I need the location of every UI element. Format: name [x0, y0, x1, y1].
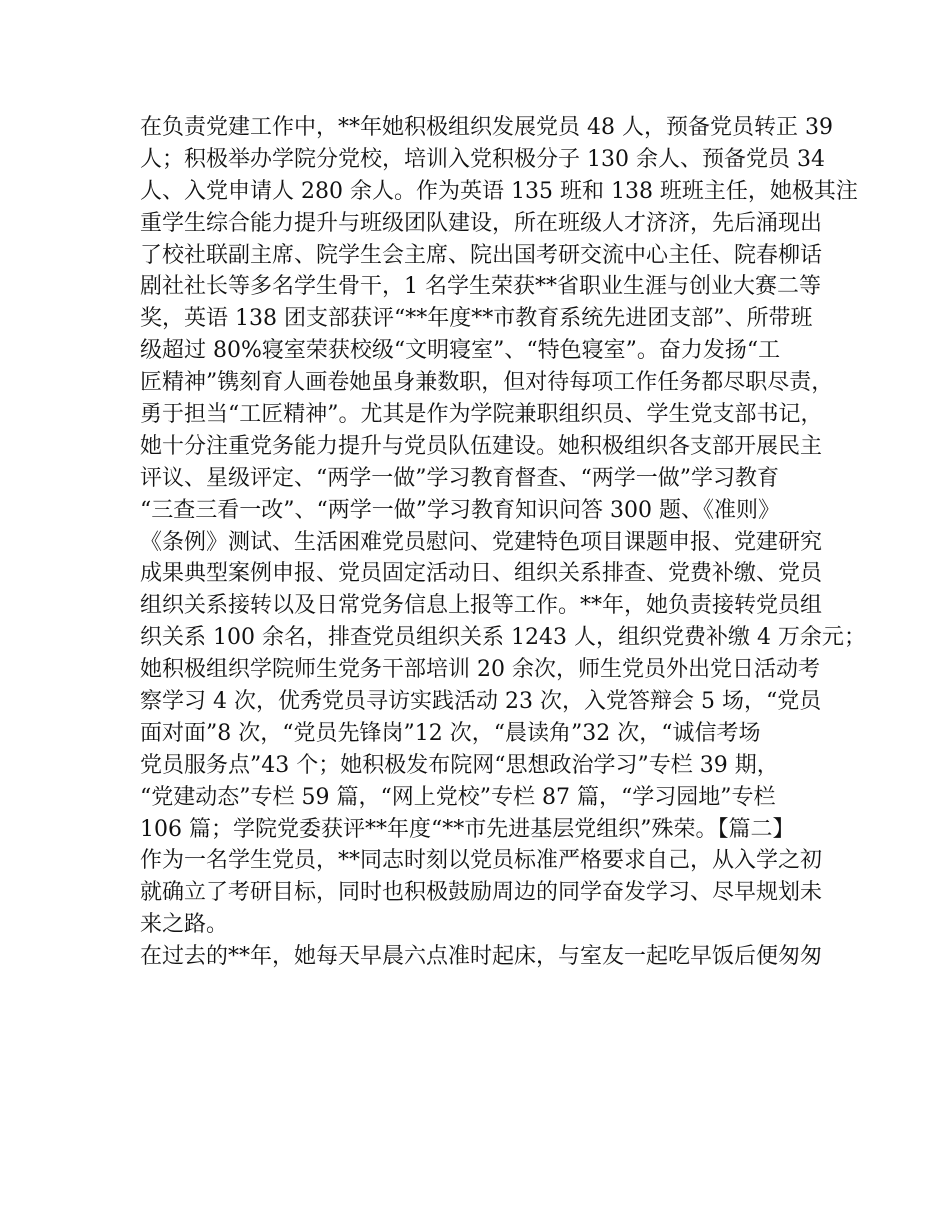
- document-body: [140, 112, 866, 973]
- text-line: 就确立了考研目标，同时也积极鼓励周边的同学奋发学习、尽早规划未: [140, 880, 823, 906]
- text-line: 作为一名学生党员，**同志时刻以党员标准严格要求自己，从入学之初: [140, 848, 823, 874]
- text-line: “党建动态”专栏 59 篇，“网上党校”专栏 87 篇，“学习园地”专栏: [140, 784, 776, 810]
- text-line: 奖，英语 138 团支部获评“**年度**市教育系统先进团支部”、所带班: [140, 306, 813, 332]
- text-line: 来之路。: [140, 912, 229, 938]
- text-line: 她积极组织学院师生党务干部培训 20 余次，师生党员外出党日活动考: [140, 657, 820, 683]
- text-line: 成果典型案例申报、党员固定活动日、组织关系排查、党费补缴、党员: [140, 561, 823, 587]
- text-line: 她十分注重党务能力提升与党员队伍建设。她积极组织各支部开展民主: [140, 433, 823, 459]
- text-line: 察学习 4 次，优秀党员寻访实践活动 23 次，入党答辩会 5 场，“党员: [140, 689, 822, 715]
- text-line: “三查三看一改”、“两学一做”学习教育知识问答 300 题、《准则》: [140, 497, 780, 523]
- text-line: 《条例》测试、生活困难党员慰问、党建特色项目课题申报、党建研究: [140, 529, 823, 555]
- text-line: 勇于担当“工匠精神”。尤其是作为学院兼职组织员、学生党支部书记，: [140, 402, 823, 428]
- text-line: 在负责党建工作中，**年她积极组织发展党员 48 人，预备党员转正 39: [140, 115, 833, 140]
- text-line: 106 篇；学院党委获评**年度“**市先进基层党组织”殊荣。【篇二】: [140, 816, 795, 842]
- text-line: 人；积极举办学院分党校，培训入党积极分子 130 余人、预备党员 34: [140, 146, 825, 172]
- text-line: 级超过 80%寝室荣获校级“文明寝室”、“特色寝室”。奋力发扬“工: [140, 338, 781, 364]
- text-line: 人、入党申请人 280 余人。作为英语 135 班和 138 班班主任，她极其注: [140, 178, 858, 204]
- text-line: 剧社社长等多名学生骨干，1 名学生荣获**省职业生涯与创业大赛二等: [140, 274, 821, 300]
- text-line: 重学生综合能力提升与班级团队建设，所在班级人才济济，先后涌现出: [140, 210, 823, 236]
- text-line: 党员服务点”43 个；她积极发布院网“思想政治学习”专栏 39 期，: [140, 752, 779, 778]
- text-line: 匠精神”镌刻育人画卷她虽身兼数职，但对待每项工作任务都尽职尽责，: [140, 370, 834, 396]
- text-line: 在过去的**年，她每天早晨六点准时起床，与室友一起吃早饭后便匆匆: [140, 944, 823, 970]
- text-line: 了校社联副主席、院学生会主席、院出国考研交流中心主任、院春柳话: [140, 242, 823, 268]
- text-line: 组织关系接转以及日常党务信息上报等工作。**年，她负责接转党员组: [140, 593, 823, 619]
- text-line: 织关系 100 余名，排查党员组织关系 1243 人，组织党费补缴 4 万余元；: [140, 625, 866, 651]
- text-line: 面对面”8 次，“党员先锋岗”12 次，“晨读角”32 次，“诚信考场: [140, 720, 761, 746]
- text-line: 评议、星级评定、“两学一做”学习教育督查、“两学一做”学习教育: [140, 465, 779, 491]
